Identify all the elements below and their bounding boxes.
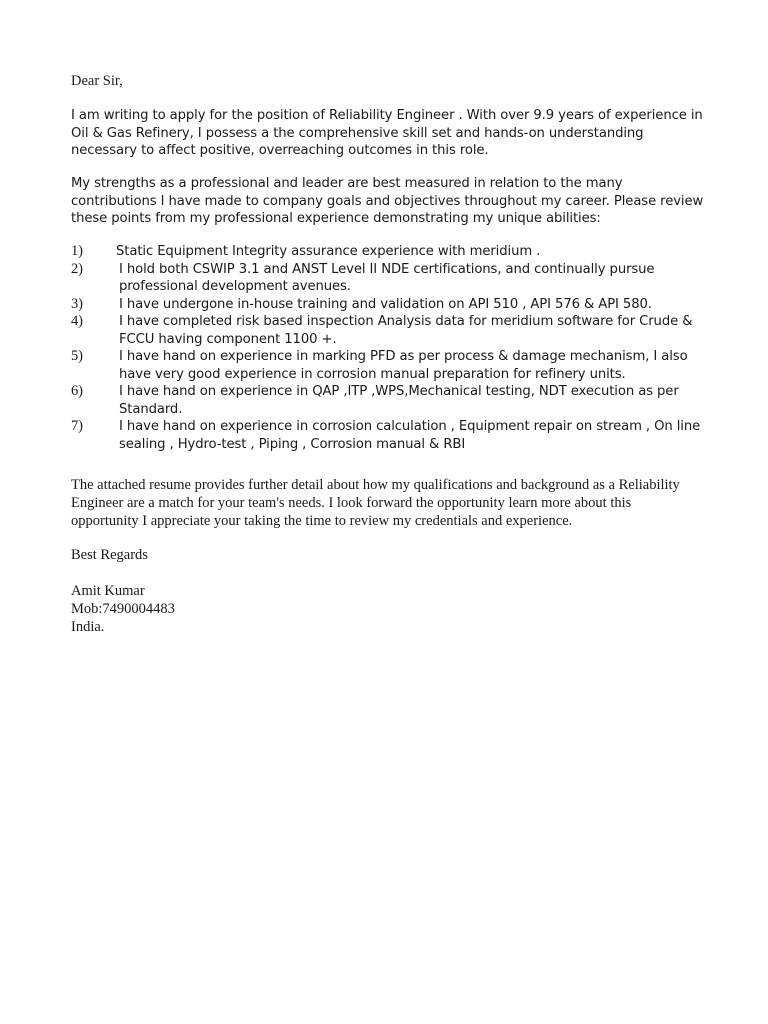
greeting: Dear Sir, [71,73,123,89]
list-item-text: I have hand on experience in QAP ,ITP ,WPS,Mechanical testing, NDT execution as per Standard. [119,384,679,417]
list-item-number: 3) [71,295,83,312]
list-item-text: I have hand on experience in marking PFD as per process & damage mechanism, I also have very good experience in corrosion manual preparation for refinery units. [119,349,688,382]
list-item-number: 6) [71,383,83,399]
intro-paragraph: I am writing to apply for the position of Reliability Engineer . With over 9.9 years of experience in Oil & Gas Refinery, I possess a the comprehensive skill set and hands-on understanding necessary to affect positive, overreaching outcomes in this role. [71,108,707,158]
list-item-number: 7) [71,418,83,434]
strengths-paragraph: My strengths as a professional and leader are best measured in relation to the many contributions I have made to company goals and objectives throughout my career. Please review these points from my professional experience demonstrating my unique abilities: [71,176,708,226]
list-item-text: I have undergone in-house training and validation on API 510 , API 576 & API 580. [119,296,652,312]
list-item-text: I have hand on experience in corrosion calculation , Equipment repair on stream , On line sealing , Hydro-test , Piping , Corrosion manual & RBI [119,419,701,452]
signature-country: India. [71,619,105,635]
list-item-text: I hold both CSWIP 3.1 and ANST Level II NDE certifications, and continually pursue professional development avenues. [119,261,655,294]
list-item [71,383,711,418]
list-item [71,261,711,296]
signature-name: Amit Kumar [71,583,145,599]
sign-off: Best Regards [71,547,148,563]
list-item-text: I have completed risk based inspection Analysis data for meridium software for Crude & FCCU having component 1100 +. [119,314,693,347]
closing-paragraph: The attached resume provides further detail about how my qualifications and background as a Reliability Engineer are a match for your team's needs. I look forward the opportunity learn more about this opportunity I appreciate your taking the time to review my credentials and experience. [71,477,684,529]
list-item [71,313,711,348]
list-item-number: 2) [71,260,83,277]
list-item [71,296,711,314]
list-item [71,418,711,453]
list-item-number: 1) [71,243,83,259]
list-item-number: 5) [71,348,83,364]
list-item-number: 4) [71,313,83,329]
signature-mobile: Mob:7490004483 [71,601,175,617]
list-item-text: Static Equipment Integrity assurance experience with meridium . [116,244,541,259]
list-item [71,348,711,383]
experience-list [71,243,711,453]
list-item [71,243,711,261]
